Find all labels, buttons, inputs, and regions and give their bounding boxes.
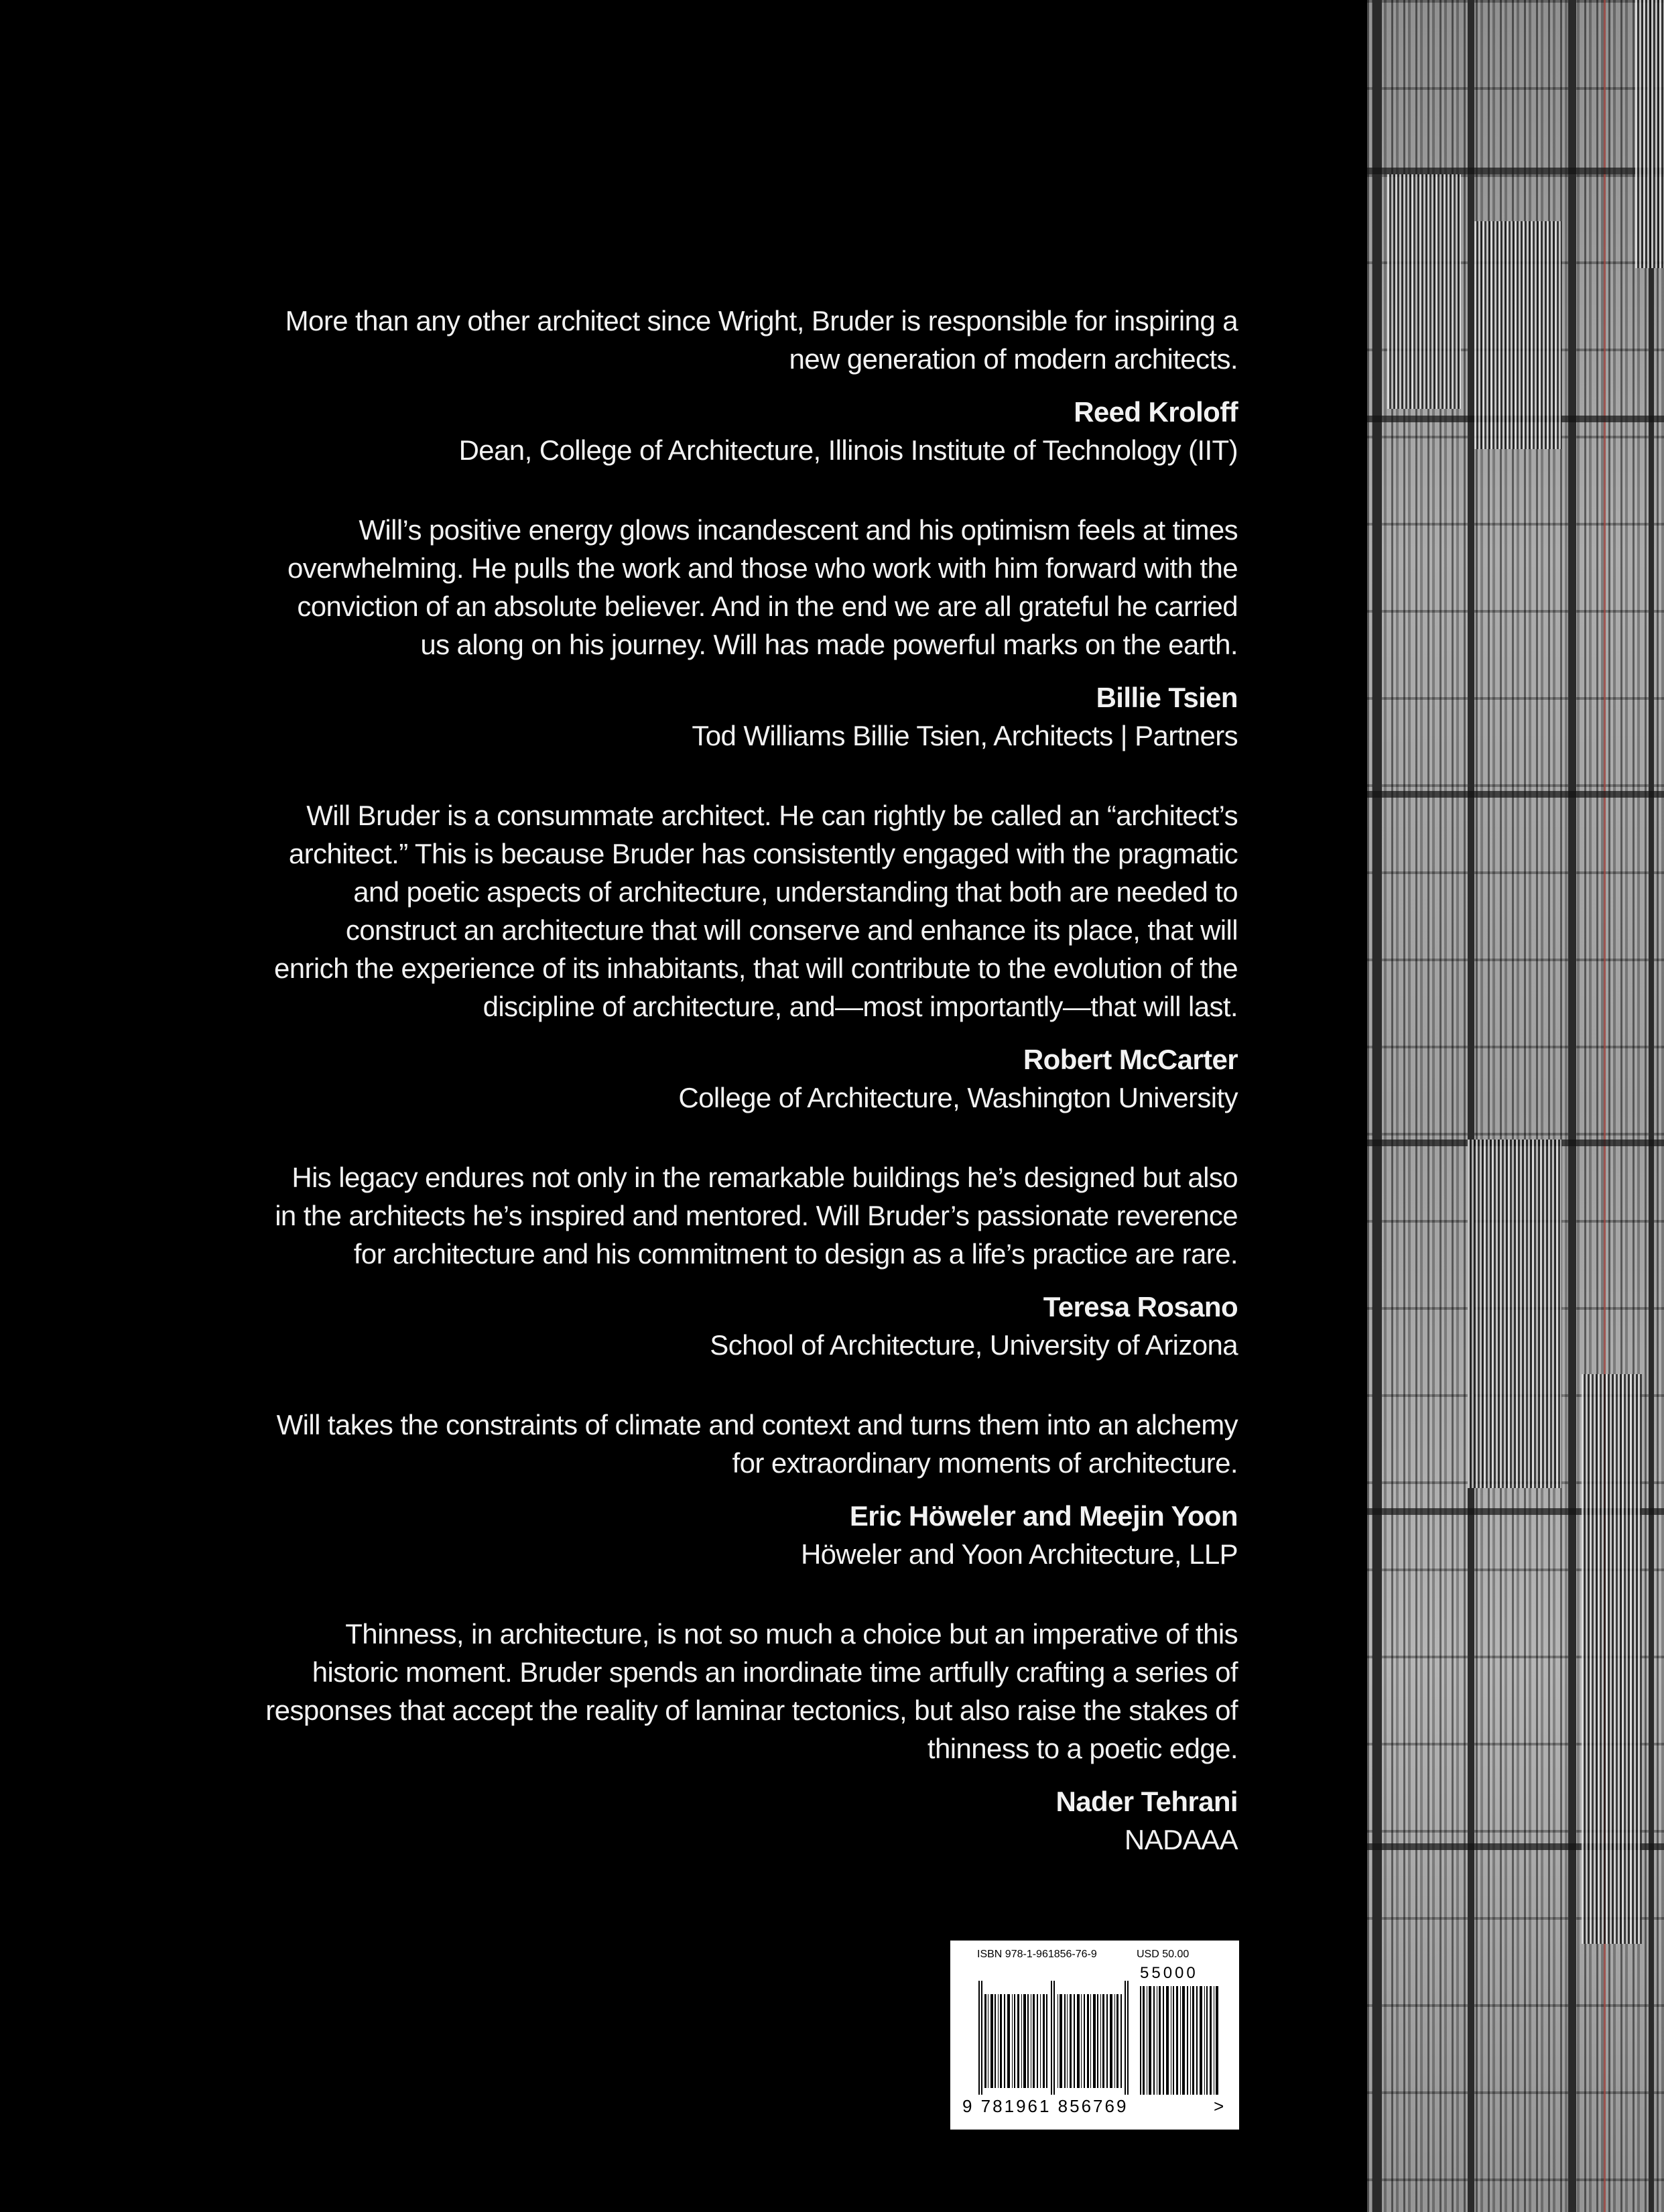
facade-slats: [1468, 1140, 1561, 1488]
quote-text: Will takes the constraints of climate and context and turns them into an alchemy for extraordinary moments of architecture.: [276, 1409, 1238, 1479]
facade-band: [1367, 168, 1664, 174]
quote-block: [265, 1615, 1238, 1859]
quote-text: More than any other architect since Wright, Bruder is responsible for inspiring a new generation of modern architects.: [285, 305, 1238, 375]
quote-affiliation: Dean, College of Architecture, Illinois Institute of Technology (IIT): [458, 434, 1238, 466]
facade-photo: [1367, 0, 1664, 2212]
facade-mullion: [1649, 0, 1654, 2212]
endorsement-quotes: [265, 302, 1238, 1900]
quote-affiliation: Höweler and Yoon Architecture, LLP: [800, 1538, 1238, 1570]
quote-text: Will’s positive energy glows incandescent and his optimism feels at times overwhelming. He pulls the work and those who work with him forward with the conviction of an absolute believer. And in the end we are all grateful he carried us along on his journey. Will has made powerful marks on the earth.: [287, 514, 1238, 660]
ean-digits: 9 781961 856769: [962, 2096, 1129, 2116]
barcode-addon-bars: [1140, 1986, 1220, 2095]
quote-block: [265, 1158, 1238, 1364]
facade-mullion: [1468, 0, 1474, 2212]
facade-slats: [1387, 174, 1461, 409]
quote-author: Eric Höweler and Meejin Yoon: [849, 1500, 1238, 1532]
quote-author: Teresa Rosano: [1043, 1291, 1238, 1323]
price-code: 55000: [1140, 1964, 1198, 1982]
facade-slats: [1635, 0, 1664, 268]
quote-author: Nader Tehrani: [1055, 1786, 1238, 1817]
quote-block: [265, 796, 1238, 1117]
facade-mullion: [1372, 0, 1382, 2212]
chevron-right-icon: >: [1214, 2096, 1224, 2116]
quote-block: [265, 302, 1238, 469]
barcode-bars: [978, 1967, 1129, 2095]
quote-author: Reed Kroloff: [1074, 396, 1238, 428]
quote-author: Robert McCarter: [1023, 1044, 1238, 1075]
price-label: USD 50.00: [1137, 1949, 1190, 1960]
quote-text: Thinness, in architecture, is not so much a choice but an imperative of this historic moment. Bruder spends an inordinate time artfully crafting a series of responses that accept the reality of laminar tectonics, but also raise the stakes of thinness to a poetic edge.: [265, 1618, 1238, 1764]
quote-affiliation: NADAAA: [1124, 1824, 1238, 1855]
quote-text: Will Bruder is a consummate architect. He can rightly be called an “architect’s architect.” This is because Bruder has consistently engaged with the pragmatic and poetic aspects of architecture, understanding that both are needed to construct an architecture that will conserve and enhance its place, that will enrich the experience of its inhabitants, that will contribute to the evolution of the discipline of architecture, and—most importantly—that will last.: [274, 800, 1238, 1022]
isbn-label: ISBN 978-1-961856-76-9: [977, 1949, 1097, 1960]
facade-slats: [1582, 1374, 1642, 1944]
facade-band: [1367, 791, 1664, 798]
quote-affiliation: School of Architecture, University of Arizona: [710, 1329, 1238, 1361]
quote-affiliation: Tod Williams Billie Tsien, Architects | Partners: [692, 720, 1238, 751]
quote-author: Billie Tsien: [1096, 682, 1238, 713]
isbn-barcode: [950, 1941, 1239, 2130]
facade-slats: [1474, 221, 1561, 449]
quote-affiliation: College of Architecture, Washington University: [678, 1082, 1238, 1113]
facade-mullion: [1568, 0, 1576, 2212]
quote-text: His legacy endures not only in the remarkable buildings he’s designed but also in the architects he’s inspired and mentored. Will Bruder’s passionate reverence for architecture and his commitment to design as a life’s practice are rare.: [275, 1162, 1238, 1270]
quote-block: [265, 1406, 1238, 1573]
quote-block: [265, 511, 1238, 755]
